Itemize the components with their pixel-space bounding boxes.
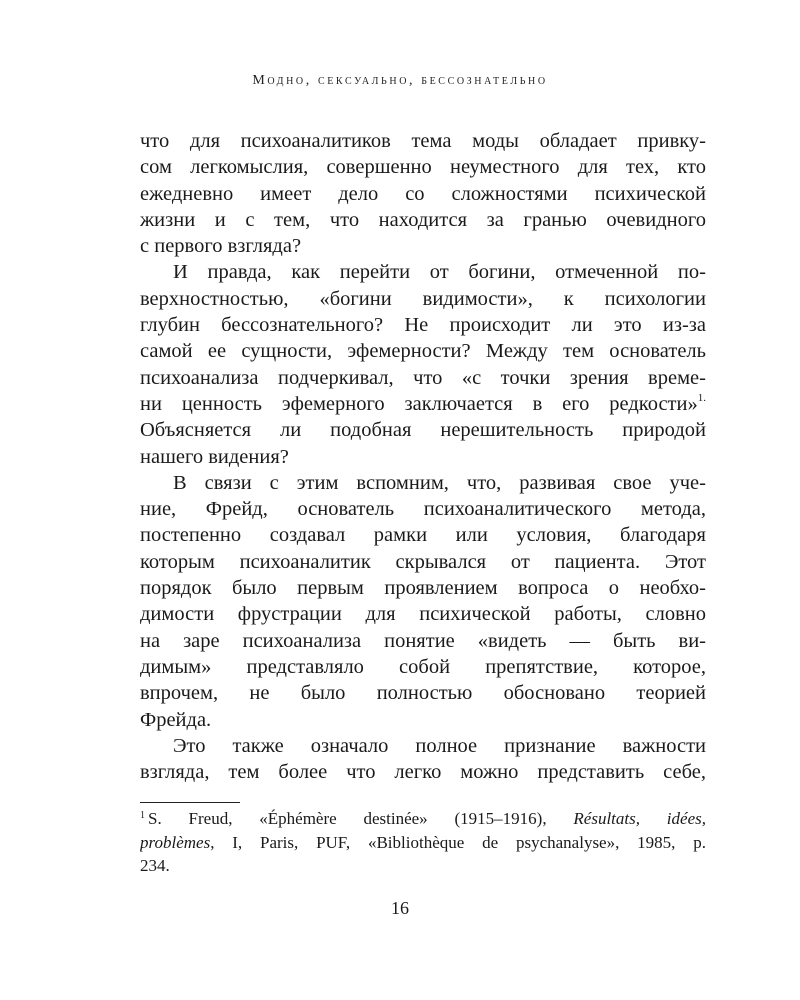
running-head: Модно, сексуально, бессознательно: [252, 73, 548, 88]
footnote-text: 234.: [140, 856, 170, 875]
text-line: [140, 286, 706, 312]
text-line-content: сом легкомыслия, совершенно неуместного для тех, кто: [140, 156, 706, 179]
text-line-content: нашего видения?: [140, 445, 289, 468]
footnote-line: [140, 854, 706, 878]
text-line-content: что для психоаналитиков тема моды обладает привку: [140, 130, 700, 152]
text-line-content: верхностностью, «богини видимости», к психологии: [140, 287, 706, 310]
text-line-content: Фрейда.: [140, 708, 212, 731]
text-line-content: на заре психоанализа понятие «видеть — быть ви: [140, 629, 700, 652]
text-line-content: постепенно создавал рамки или условия, благодаря: [140, 524, 706, 547]
text-line-content: глубин бессознательного? Не происходит ли это из-за: [140, 314, 706, 337]
footnote-text: S. Freud, «Éphémère destinée» (1915–1916),: [148, 809, 574, 828]
body-text: [140, 128, 706, 785]
text-line: [140, 181, 706, 207]
text-line: [140, 759, 706, 785]
text-line-content: Это также означало полное признание важности: [173, 734, 706, 757]
footnote-marker: 1: [140, 810, 145, 821]
text-line-content: жизни и с тем, что находится за гранью очевидного: [140, 208, 706, 231]
text-line-content: ежедневно имеет дело со сложностями психической: [140, 182, 706, 205]
text-line-content: взгляда, тем более что легко можно представить себе,: [140, 761, 706, 784]
text-line: [140, 365, 706, 391]
text-line: [140, 470, 706, 496]
footnote-line: [140, 807, 706, 831]
text-line-content: ни ценность эфемерного заключается в его редкости»: [140, 392, 698, 415]
footnote-line: [140, 831, 706, 855]
text-line-content: И правда, как перейти от богини, отмеченной по: [173, 261, 700, 284]
text-line: [140, 522, 706, 548]
footnote-title: Résultats, idées,: [573, 809, 706, 828]
page-number: 16: [391, 898, 409, 918]
text-line-content: психоанализа подчеркивал, что «с точки зрения време: [140, 366, 700, 389]
footnote-reference: 1.: [697, 391, 706, 404]
text-line: [140, 654, 706, 680]
text-line: [140, 707, 706, 733]
text-line-content: которым психоаналитик скрывался от пациента. Этот: [140, 550, 706, 573]
text-line: [140, 601, 706, 627]
text-line: [140, 259, 706, 285]
text-line-content: В связи с этим вспомним, что, развивая свое уче: [173, 471, 700, 494]
footnote-text: , I, Paris, PUF, «Bibliothèque de psychanalyse», 1985, p.: [210, 832, 706, 852]
footnote-title: problèmes: [140, 832, 211, 852]
text-line: [140, 549, 706, 575]
text-line-content: порядок было первым проявлением вопроса о необхо: [140, 577, 700, 600]
text-line-content: димым» представляло собой препятствие, которое,: [140, 655, 706, 678]
footnote: [140, 807, 706, 878]
text-line-content: самой ее сущности, эфемерности? Между тем основатель: [140, 340, 706, 363]
text-line: [140, 391, 706, 417]
text-line: [140, 680, 706, 706]
text-line-content: впрочем, не было полностью обосновано теорией: [140, 682, 706, 705]
text-line: [140, 128, 706, 154]
text-line: [140, 233, 706, 259]
text-line: [140, 207, 706, 233]
text-line: [140, 417, 706, 443]
footnote-rule: [140, 802, 240, 803]
text-line: [140, 628, 706, 654]
text-line: [140, 496, 706, 522]
text-line-content: ние, Фрейд, основатель психоаналитического метода,: [140, 498, 706, 521]
text-line-content: с первого взгляда?: [140, 235, 302, 258]
text-line: [140, 154, 706, 180]
text-line: [140, 338, 706, 364]
text-line: [140, 733, 706, 759]
text-line-content: димости фрустрации для психической работы, словно: [140, 603, 706, 626]
text-line: [140, 575, 706, 601]
text-line-content: Объясняется ли подобная нерешительность природой: [140, 419, 706, 442]
text-line: [140, 312, 706, 338]
text-line: [140, 444, 706, 470]
